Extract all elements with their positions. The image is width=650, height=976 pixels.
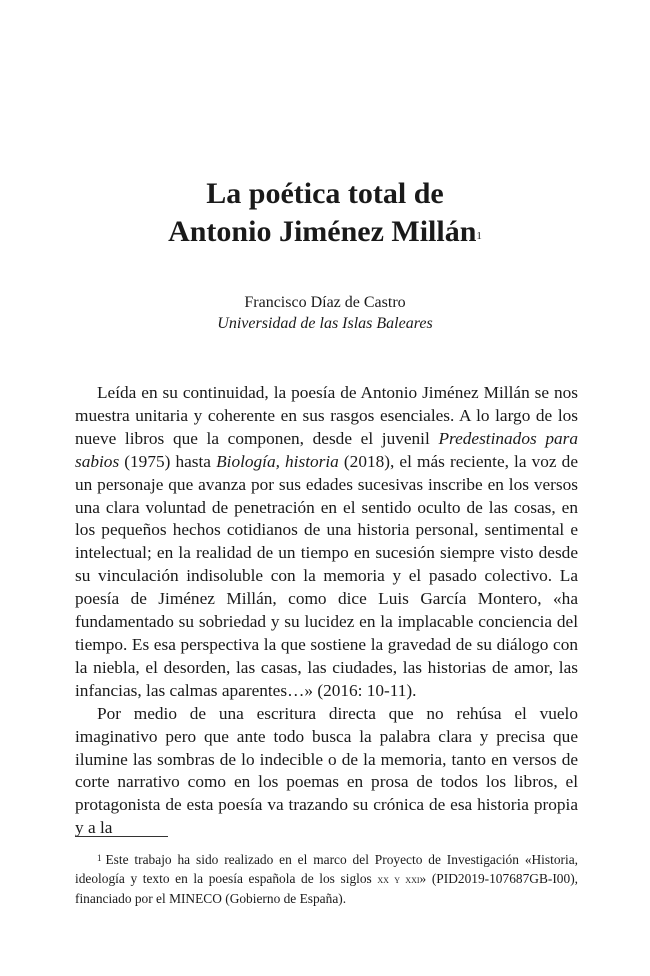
author-affiliation: Universidad de las Islas Baleares [217,315,433,332]
title-line-2 [0,213,650,251]
footnote-text-a: Este trabajo ha sido realizado en el marco del Proyecto de Investigación «Historia, ideología y texto en la poesía española de los siglos [75,852,578,886]
footnote-separator [75,836,168,837]
footnote [75,850,578,908]
title-footnote-marker[interactable]: 1 [476,230,482,242]
footnote-text-b: » (PID2019-107687GB-I00), financiado por el MINECO (Gobierno de España). [75,871,578,906]
footnote-centuries: xx y xxi [377,872,420,886]
footnote-marker: 1 [97,853,102,863]
title-line-2-text: Antonio Jiménez Millán [168,215,477,248]
author-block [0,292,650,334]
book-title-biologia: Biología, historia [216,451,339,471]
paragraph-1-text-a: Leída en su continuidad, la poesía de Antonio Jiménez Millán se nos muestra unitaria y coherente en sus rasgos esenciales. A lo largo de los nueve libros que la componen, desde el juvenil [75,383,578,448]
paragraph-1-text-c: (2018), el más reciente, la voz de un personaje que avanza por sus edades sucesivas inscribe en los versos una clara voluntad de penetración en el sentido oculto de las cosas, en los pequeños hechos cotidianos de una historia personal, sentimental e intelectual; en la realidad de un tiempo en sucesión siempre visto desde su vinculación indisoluble con la memoria y el pasado colectivo. La poesía de Jiménez Millán, como dice Luis García Montero, «ha fundamentado su sobriedad y su lucidez en la implacable conciencia del tiempo. Es esa perspectiva la que sostiene la gravedad de su diálogo con la niebla, el desorden, las casas, las ciudades, las historias de amor, las infancias, las calmas aparentes…» (2016: 10-11). [75,451,578,700]
footnote-1 [75,850,578,908]
author-name: Francisco Díaz de Castro [244,294,406,311]
book-title-predestinados: Predestinados para sabios [75,428,578,471]
paragraph-2: Por medio de una escritura directa que no rehúsa el vuelo imaginativo pero que ante todo busca la palabra clara y precisa que ilumine las sombras de lo indecible o de la memoria, tanto en versos de corte narrativo como en los poemas en prosa de todos los libros, el protagonista de esta poesía va trazando su crónica de esa historia propia y a la [75,703,578,838]
article-title [0,175,650,251]
title-line-1: La poética total de [206,177,444,210]
paragraph-1 [75,382,578,703]
body-text [75,382,578,840]
paragraph-1-text-b: (1975) hasta [119,451,217,471]
